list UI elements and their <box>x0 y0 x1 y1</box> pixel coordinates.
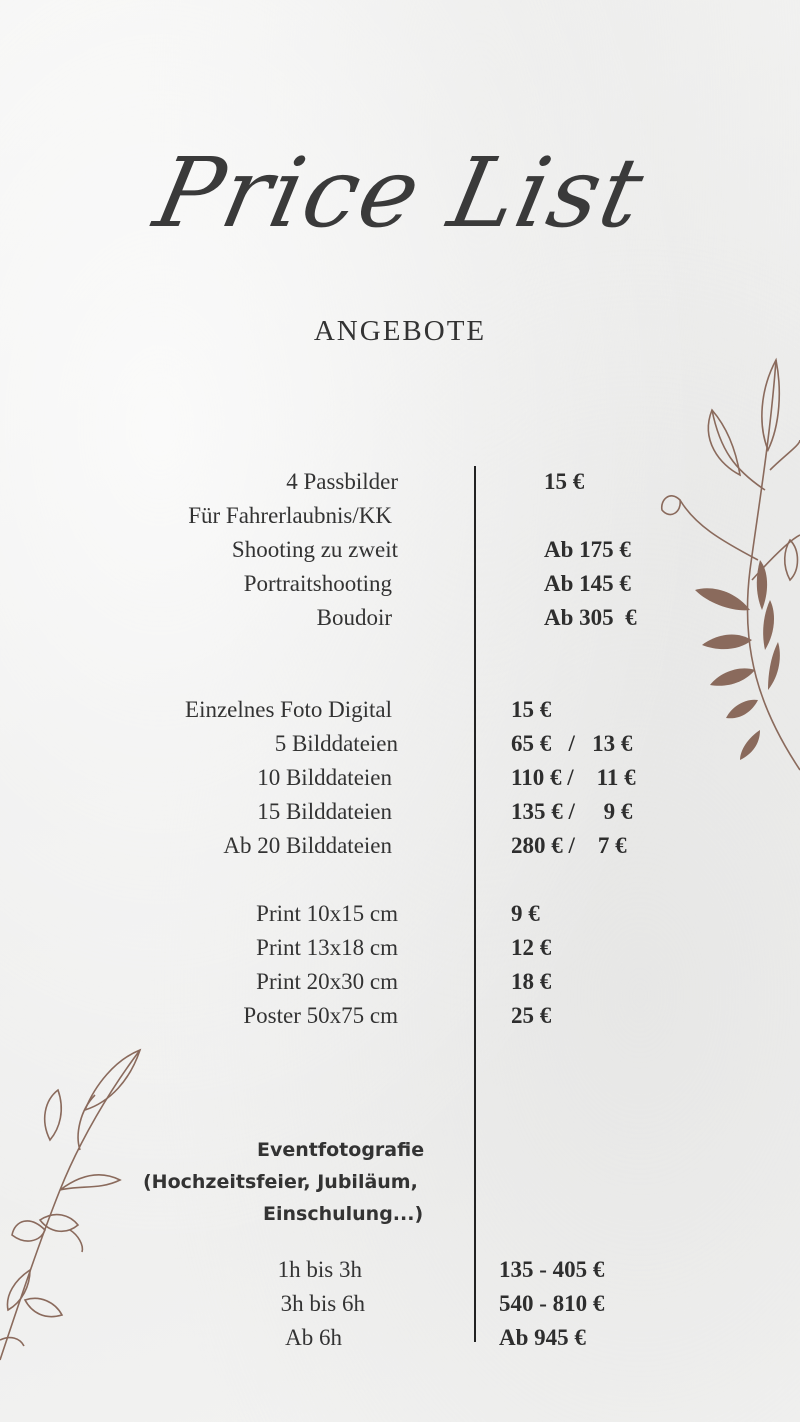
price-value: Ab 145 € <box>544 571 631 596</box>
price-label: 4 Passbilder <box>286 469 398 494</box>
price-label: Boudoir <box>316 605 392 630</box>
price-label: Ab 20 Bilddateien <box>223 833 392 858</box>
price-value: 110 € / 11 € <box>511 765 636 790</box>
price-value: 280 € / 7 € <box>511 833 627 858</box>
price-label: Print 10x15 cm <box>256 901 398 926</box>
price-value: 135 - 405 € <box>499 1257 605 1282</box>
price-label: Poster 50x75 cm <box>243 1003 398 1028</box>
price-value: Ab 175 € <box>544 537 631 562</box>
price-value: 540 - 810 € <box>499 1291 605 1316</box>
price-value: 18 € <box>511 969 552 994</box>
floral-branch-icon <box>640 350 800 790</box>
price-label: Für Fahrerlaubnis/KK <box>188 503 392 528</box>
price-value: 25 € <box>511 1003 552 1028</box>
price-value: 12 € <box>511 935 552 960</box>
price-label: 10 Bilddateien <box>257 765 392 790</box>
price-value: 65 € / 13 € <box>511 731 633 756</box>
price-value: 135 € / 9 € <box>511 799 633 824</box>
event-heading: Einschulung...) <box>263 1203 424 1225</box>
price-label: 5 Bilddateien <box>274 731 398 756</box>
price-value: 15 € <box>544 469 585 494</box>
price-value: 9 € <box>511 901 540 926</box>
price-value: Ab 305 € <box>544 605 637 630</box>
price-label: Print 13x18 cm <box>256 935 398 960</box>
price-label: 3h bis 6h <box>280 1291 365 1316</box>
price-label: Shooting zu zweit <box>231 537 398 562</box>
price-label: Einzelnes Foto Digital <box>185 697 392 722</box>
price-label: Print 20x30 cm <box>256 969 398 994</box>
event-heading: (Hochzeitsfeier, Jubiläum, <box>143 1171 418 1193</box>
price-label: 15 Bilddateien <box>257 799 392 824</box>
price-label: 1h bis 3h <box>277 1257 362 1282</box>
page-subtitle: ANGEBOTE <box>313 315 487 347</box>
event-heading: Eventfotografie <box>257 1139 425 1161</box>
price-label: Portraitshooting <box>243 571 392 596</box>
price-value: 15 € <box>511 697 552 722</box>
divider-line <box>474 466 476 1342</box>
price-value: Ab 945 € <box>499 1325 586 1350</box>
floral-branch-left-icon <box>0 1040 150 1380</box>
page-title: Price List <box>145 137 655 249</box>
price-label: Ab 6h <box>285 1325 342 1350</box>
